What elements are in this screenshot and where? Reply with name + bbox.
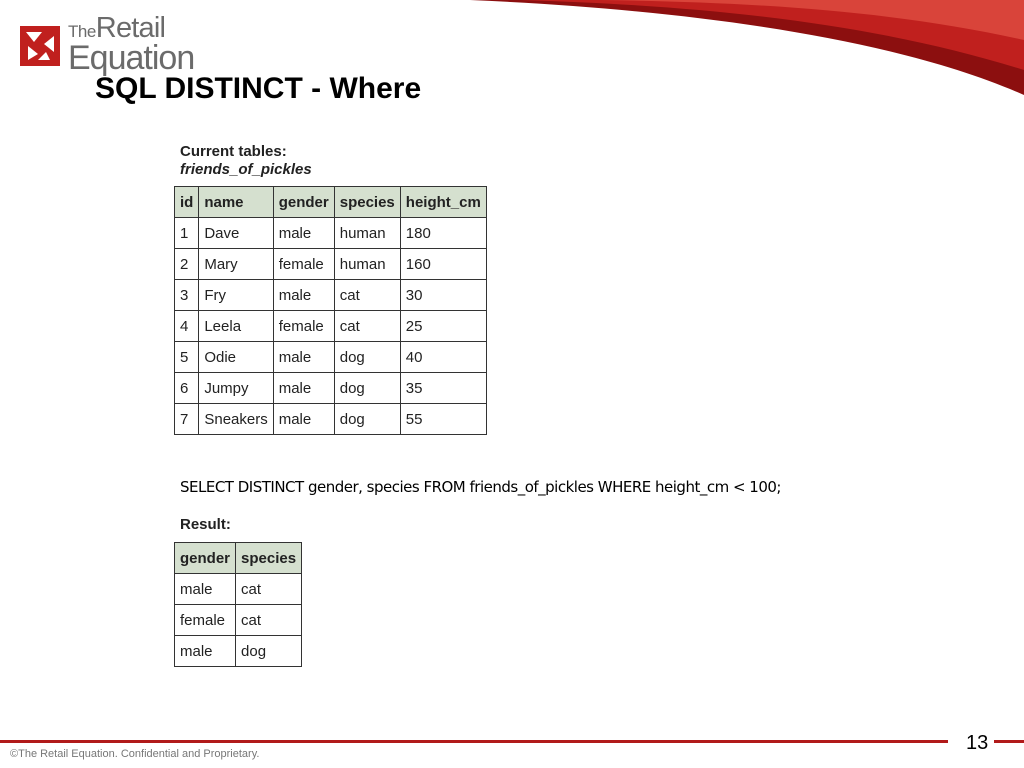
logo-retail-text: Retail [95,12,166,44]
cell-height: 40 [400,342,486,373]
cell-species: dog [236,636,302,667]
column-header-species: species [236,543,302,574]
result-table [174,542,302,667]
cell-name: Fry [199,280,273,311]
table-header-row [175,187,487,218]
cell-species: dog [334,404,400,435]
cell-id: 6 [175,373,199,404]
cell-gender: female [273,249,334,280]
table-row [175,605,302,636]
footer-divider [0,740,948,743]
cell-id: 7 [175,404,199,435]
cell-name: Leela [199,311,273,342]
column-header-height: height_cm [400,187,486,218]
cell-species: cat [334,311,400,342]
cell-gender: male [273,280,334,311]
column-header-id: id [175,187,199,218]
cell-gender: female [175,605,236,636]
logo-equation-text: Equation [68,39,195,77]
table-row [175,311,487,342]
table-row [175,218,487,249]
table-row [175,280,487,311]
cell-height: 55 [400,404,486,435]
cell-gender: female [273,311,334,342]
cell-name: Odie [199,342,273,373]
cell-name: Jumpy [199,373,273,404]
column-header-species: species [334,187,400,218]
table-row [175,373,487,404]
cell-height: 25 [400,311,486,342]
friends-of-pickles-table [174,186,487,435]
cell-height: 180 [400,218,486,249]
current-tables-caption [180,143,312,179]
cell-id: 2 [175,249,199,280]
slide-title: SQL DISTINCT - Where [95,72,422,105]
cell-height: 35 [400,373,486,404]
logo-the-text: The [68,22,96,41]
page-number: 13 [966,732,989,754]
cell-name: Sneakers [199,404,273,435]
cell-species: cat [236,574,302,605]
cell-id: 3 [175,280,199,311]
cell-gender: male [273,373,334,404]
logo-mark-icon [20,26,60,66]
cell-species: dog [334,373,400,404]
cell-species: cat [334,280,400,311]
cell-id: 5 [175,342,199,373]
cell-gender: male [175,574,236,605]
cell-height: 30 [400,280,486,311]
sql-query-text: SELECT DISTINCT gender, species FROM friends_of_pickles WHERE height_cm < 100; [180,478,781,496]
cell-height: 160 [400,249,486,280]
cell-gender: male [273,404,334,435]
company-logo [20,12,195,77]
cell-species: human [334,249,400,280]
table-row [175,574,302,605]
footer-divider-right [994,740,1024,743]
table-name-label: friends_of_pickles [180,161,312,178]
cell-gender: male [273,342,334,373]
cell-gender: male [175,636,236,667]
cell-id: 4 [175,311,199,342]
table-row [175,342,487,373]
cell-species: cat [236,605,302,636]
column-header-gender: gender [273,187,334,218]
column-header-name: name [199,187,273,218]
table-row [175,249,487,280]
table-row [175,636,302,667]
cell-species: human [334,218,400,249]
cell-name: Mary [199,249,273,280]
cell-id: 1 [175,218,199,249]
table-header-row [175,543,302,574]
column-header-gender: gender [175,543,236,574]
current-tables-label: Current tables: [180,143,287,160]
result-label: Result: [180,516,231,533]
cell-gender: male [273,218,334,249]
table-row [175,404,487,435]
footer-copyright: ©The Retail Equation. Confidential and Proprietary. [10,748,260,760]
cell-species: dog [334,342,400,373]
cell-name: Dave [199,218,273,249]
